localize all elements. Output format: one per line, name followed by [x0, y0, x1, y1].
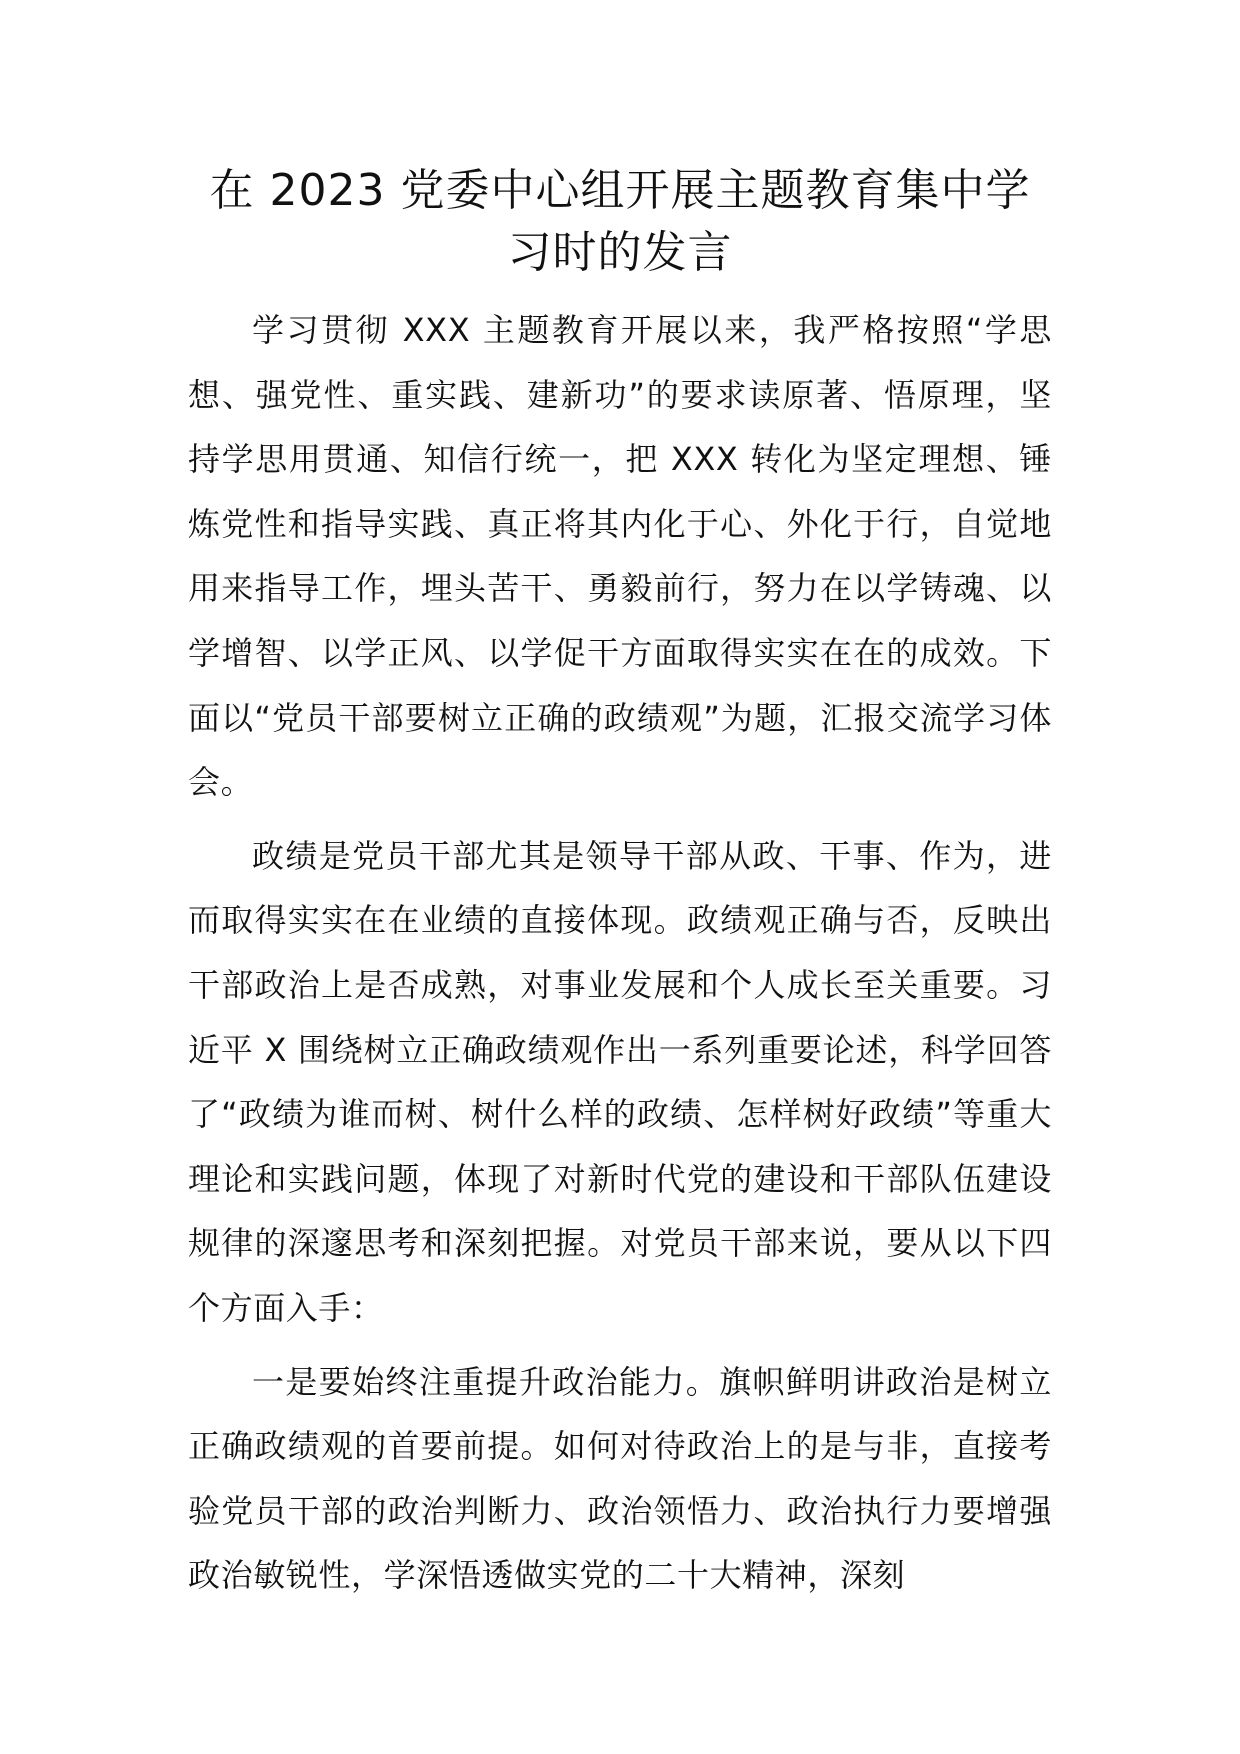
- paragraph-performance: 政绩是党员干部尤其是领导干部从政、干事、作为，进而取得实实在在业绩的直接体现。政绩观正确与否，反映出干部政治上是否成熟，对事业发展和个人成长至关重要。习近平 X 围绕树立正确政绩观作出一系列重要论述，科学回答了“政绩为谁而树、树什么样的政绩、怎样树好政绩”等重大理论和实践问题，体现了对新时代党的建设和干部队伍建设规律的深邃思考和深刻把握。对党员干部来说，要从以下四个方面入手：: [188, 836, 1052, 1327]
- document-title: 在 2023 党委中心组开展主题教育集中学习时的发言: [209, 165, 1031, 278]
- paragraph-point-one: 一是要始终注重提升政治能力。旗帜鲜明讲政治是树立正确政绩观的首要前提。如何对待政治上的是与非，直接考验党员干部的政治判断力、政治领悟力、政治执行力要增强政治敏锐性，学深悟透做实党的二十大精神，深刻: [188, 1362, 1052, 1595]
- document-body: [188, 298, 1052, 1617]
- paragraph-intro: 学习贯彻 XXX 主题教育开展以来，我严格按照“学思想、强党性、重实践、建新功”的要求读原著、悟原理，坚持学思用贯通、知信行统一，把 XXX 转化为坚定理想、锤炼党性和指导实践、真正将其内化于心、外化于行，自觉地用来指导工作，埋头苦干、勇毅前行，努力在以学铸魂、以学增智、以学正风、以学促干方面取得实实在在的成效。下面以“党员干部要树立正确的政绩观”为题，汇报交流学习体会。: [188, 311, 1052, 802]
